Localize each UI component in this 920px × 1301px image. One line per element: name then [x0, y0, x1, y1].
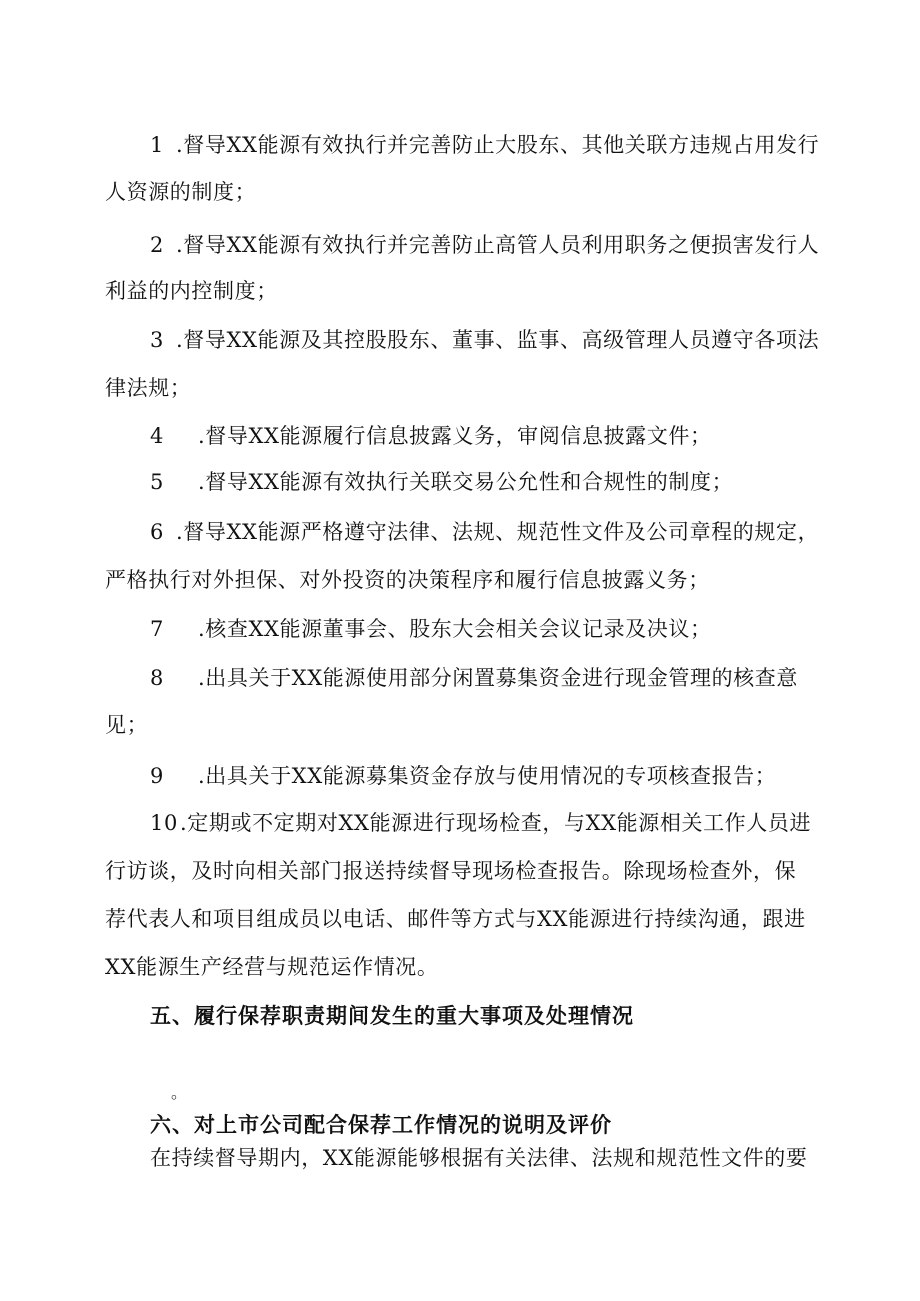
item-number: 1 [150, 133, 164, 157]
list-item-1 [150, 130, 819, 160]
section-6-heading: 六、对上市公司配合保荐工作情况的说明及评价 [150, 1113, 612, 1137]
list-item-10-cont-2: 荐代表人和项目组成员以电话、邮件等方式与XX能源进行持续沟通，跟进 [105, 907, 806, 931]
item-number: 7 [150, 617, 164, 641]
item-number: 4 [150, 424, 164, 448]
list-item-7 [150, 614, 712, 644]
list-item-3-cont: 律法规； [105, 376, 192, 400]
section-5-heading: 五、履行保荐职责期间发生的重大事项及处理情况 [150, 1004, 634, 1028]
list-item-2 [150, 230, 819, 260]
list-item-10-cont-3: XX能源生产经营与规范运作情况。 [105, 955, 439, 979]
item-text: 出具关于XX能源募集资金存放与使用情况的专项核查报告； [205, 764, 777, 788]
item-number: 10 [150, 811, 178, 835]
item-separator: . [176, 520, 184, 544]
item-text: 督导XX能源及其控股股东、董事、监事、高级管理人员遵守各项法 [183, 328, 820, 352]
item-text: 督导XX能源有效执行关联交易公允性和合规性的制度； [205, 470, 734, 494]
item-separator: . [176, 133, 184, 157]
list-item-4 [150, 421, 712, 451]
item-text: 督导XX能源严格遵守法律、法规、规范性文件及公司章程的规定， [183, 520, 820, 544]
item-number: 8 [150, 666, 164, 690]
item-separator: . [198, 764, 206, 788]
list-item-6 [150, 517, 819, 547]
section-5-content: 。 [171, 1083, 188, 1102]
section-6-paragraph: 在持续督导期内，XX能源能够根据有关法律、法规和规范性文件的要 [150, 1146, 808, 1170]
list-item-10-cont-1: 行访谈，及时向相关部门报送持续督导现场检查报告。除现场检查外，保 [105, 859, 797, 883]
item-text: 督导XX能源有效执行并完善防止高管人员利用职务之便损害发行人 [183, 233, 820, 257]
list-item-9 [150, 761, 776, 791]
item-separator: . [176, 233, 184, 257]
list-item-2-cont: 利益的内控制度； [105, 279, 278, 303]
item-number: 5 [150, 470, 164, 494]
item-text: 核查XX能源董事会、股东大会相关会议记录及决议； [205, 617, 712, 641]
item-separator: . [198, 470, 206, 494]
item-separator: . [180, 811, 188, 835]
item-separator: . [176, 328, 184, 352]
item-separator: . [198, 424, 206, 448]
list-item-10 [150, 808, 811, 838]
item-number: 9 [150, 764, 164, 788]
item-text: 定期或不定期对XX能源进行现场检查，与XX能源相关工作人员进 [187, 811, 812, 835]
item-separator: . [198, 666, 206, 690]
item-number: 6 [150, 520, 164, 544]
item-number: 2 [150, 233, 164, 257]
item-text: 督导XX能源有效执行并完善防止大股东、其他关联方违规占用发行 [183, 133, 820, 157]
list-item-3 [150, 325, 819, 355]
list-item-8-cont: 见； [105, 713, 149, 737]
item-text: 出具关于XX能源使用部分闲置募集资金进行现金管理的核查意 [205, 666, 798, 690]
list-item-1-cont: 人资源的制度； [105, 180, 257, 204]
list-item-5 [150, 467, 733, 497]
item-number: 3 [150, 328, 164, 352]
item-separator: . [198, 617, 206, 641]
list-item-8 [150, 663, 798, 693]
list-item-6-cont: 严格执行对外担保、对外投资的决策程序和履行信息披露义务； [105, 568, 710, 592]
item-text: 督导XX能源履行信息披露义务，审阅信息披露文件； [205, 424, 712, 448]
